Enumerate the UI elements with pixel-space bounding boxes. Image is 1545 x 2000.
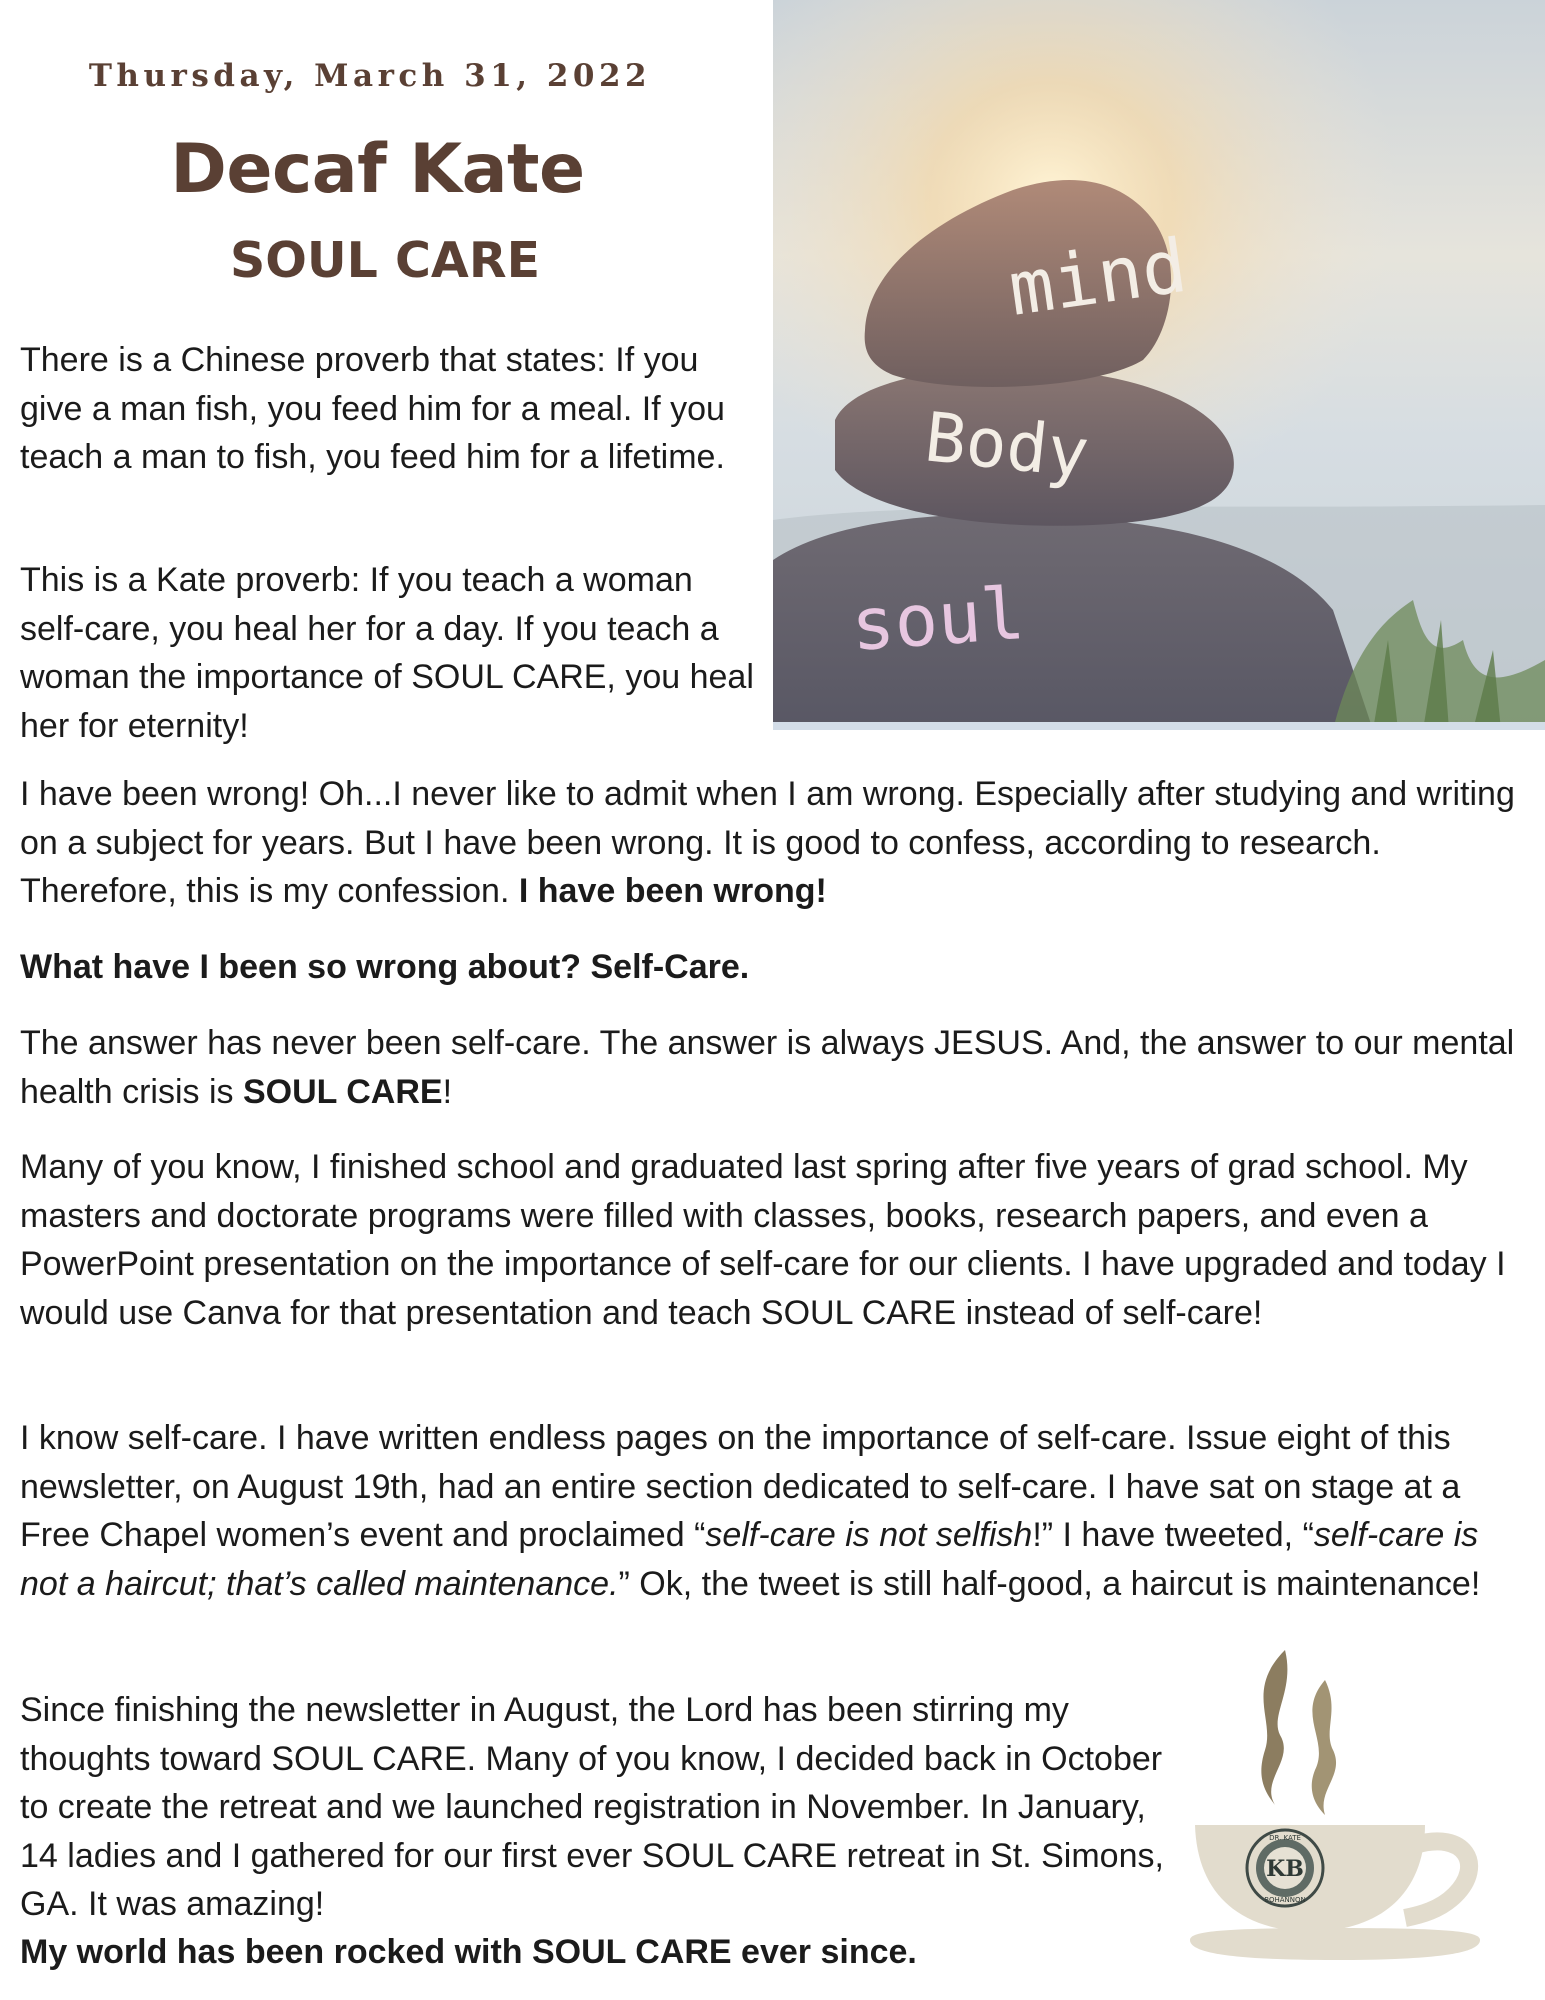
newsletter-subtitle: SOUL CARE bbox=[229, 232, 541, 289]
confession-paragraph: I have been wrong! Oh...I never like to admit when I am wrong. Especially after studying and writing on a subject for years. But I have been wrong. It is good to confess, according to research. Therefore, this is my confession. I have been wrong! bbox=[20, 775, 1515, 910]
closing-paragraph: My world has been rocked with SOUL CARE ever since. bbox=[20, 1933, 917, 1971]
stone-word-soul: soul bbox=[848, 571, 1028, 667]
self-care-paragraph: I know self-care. I have written endless pages on the importance of self-care. Issue eight of this newsletter, on August 19th, had an entire section dedicated to self-care. I have sat on stage at a Free Chapel women’s event and proclaimed “self-care is not selfish!” I have tweeted, “self-care is not a haircut; that’s called maintenance.” Ok, the tweet is still half-good, a haircut is maintenance! bbox=[20, 1419, 1481, 1603]
svg-text:DR. KATE: DR. KATE bbox=[1269, 1834, 1301, 1842]
logo-monogram: KB bbox=[1266, 1856, 1304, 1882]
chinese-proverb-paragraph: There is a Chinese proverb that states: If you give a man fish, you feed him for a meal. If you teach a man to fish, you feed him for a lifetime. bbox=[20, 341, 725, 476]
svg-text:BOHANNON: BOHANNON bbox=[1264, 1896, 1306, 1904]
newsletter-title: Decaf Kate bbox=[170, 130, 585, 209]
stone-word-body: Body bbox=[921, 398, 1093, 495]
kate-proverb-paragraph: This is a Kate proverb: If you teach a woman self-care, you heal her for a day. If you teach a woman the importance of SOUL CARE, you heal her for eternity! bbox=[20, 561, 754, 745]
answer-paragraph: The answer has never been self-care. The answer is always JESUS. And, the answer to our mental health crisis is SOUL CARE! bbox=[20, 1024, 1515, 1111]
question-paragraph: What have I been so wrong about? Self-Care. bbox=[20, 948, 750, 986]
stone-word-mind: mind bbox=[1003, 222, 1192, 333]
mind-body-soul-stones-image bbox=[773, 0, 1545, 730]
retreat-paragraph: Since finishing the newsletter in August, the Lord has been stirring my thoughts toward SOUL CARE. Many of you know, I decided back in October to create the retreat and we launched registration in November. In January, 14 ladies and I gathered for our first ever SOUL CARE retreat in St. Simons, GA. It was amazing! bbox=[20, 1691, 1164, 1923]
coffee-cup-logo-icon bbox=[1175, 1640, 1495, 1980]
school-paragraph: Many of you know, I finished school and graduated last spring after five years of grad school. My masters and doctorate programs were filled with classes, books, research papers, and even a PowerPoint presentation on the importance of self-care for our clients. I have upgraded and today I would use Canva for that presentation and teach SOUL CARE instead of self-care! bbox=[20, 1148, 1506, 1332]
newsletter-date: Thursday, March 31, 2022 bbox=[88, 58, 652, 94]
